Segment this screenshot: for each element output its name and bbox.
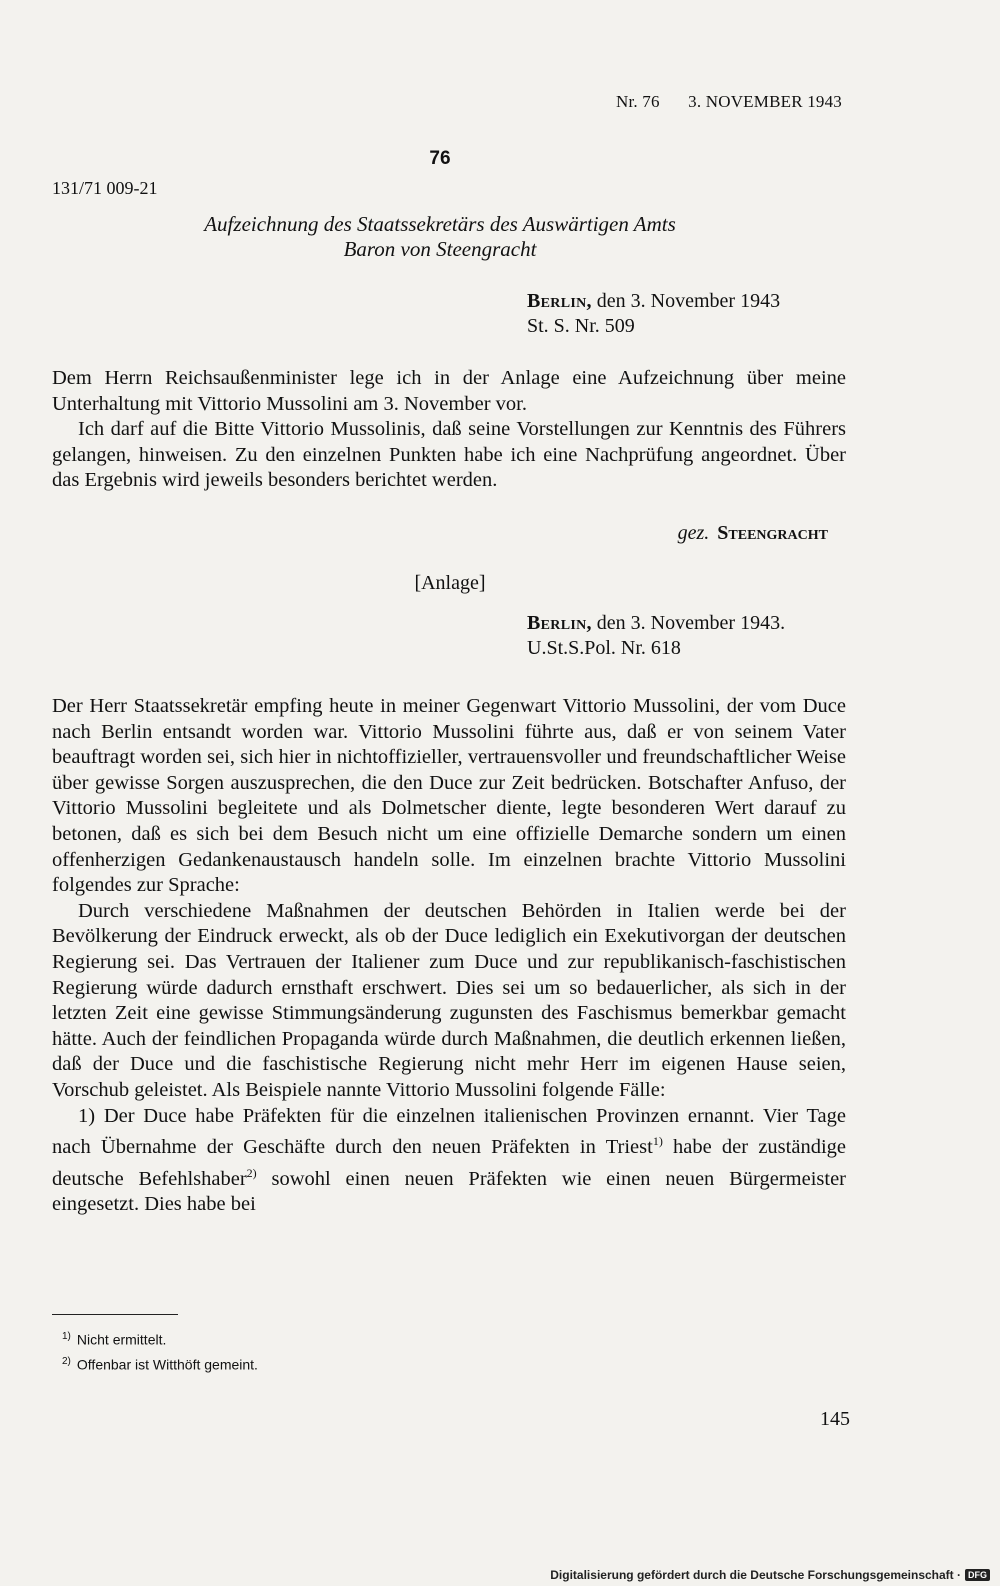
dateline-1-city: Berlin, <box>527 290 592 312</box>
body-section-1 <box>52 366 846 494</box>
dateline-2-city: Berlin, <box>527 612 592 634</box>
paragraph-4: Durch verschiedene Maßnahmen der deutschen Behörden in Italien werde bei der Bevölkerung der Eindruck erweckt, als ob der Duce lediglich ein Exekutivorgan der deutschen Regierung sei. Das Vertrauen der Italiener zum Duce und zur republikanisch-faschistischen Regierung würde dadurch ernsthaft erschwert. Dies sei um so bedauerlicher, als sich in der letzten Zeit eine gewisse Stimmungsänderung zugunsten des Faschismus bemerkbar gemacht hätte. Auch der feindlichen Propaganda würde durch Maßnahmen, die deutlich erkennen ließen, daß der Duce und die faschistische Regierung nicht mehr Herr im eigenen Hause seien, Vorschub geleistet. Als Beispiele nannte Vittorio Mussolini folgende Fälle: <box>52 899 846 1101</box>
digitization-credit <box>550 1568 990 1582</box>
document-heading <box>0 212 880 262</box>
heading-line-2: Baron von Steengracht <box>343 237 537 261</box>
paragraph-3: Der Herr Staatssekretär empfing heute in meiner Gegenwart Vittorio Mussolini, der vom Duce nach Berlin entsandt worden war. Vittorio Mussolini führte aus, daß er von seinem Vater beauftragt worden sei, sich hier in nichtoffizieller, vertrauensvoller und freundschaftlicher Weise über gewisse Sorgen auszusprechen, die den Duce zur Zeit bedrücken. Botschafter Anfuso, der Vittorio Mussolini begleitete und als Dolmetscher diente, legte besonderen Wert darauf zu betonen, daß es sich bei dem Besuch nicht um eine offizielle Demarche sondern um einen offenherzigen Gedankenaustausch handeln solle. Im einzelnen brachte Vittorio Mussolini folgendes zur Sprache: <box>52 695 846 897</box>
footnote-1-mark: 1) <box>62 1331 71 1342</box>
body-section-2 <box>52 694 846 1218</box>
running-head <box>616 92 842 112</box>
footnote-1 <box>62 1326 258 1351</box>
document-number: 76 <box>429 148 451 169</box>
dateline-2-date: den 3. November 1943. <box>596 612 786 634</box>
paragraph-2: Ich darf auf die Bitte Vittorio Mussolinis, daß seine Vorstellungen zur Kenntnis des Führers gelangen, hinweisen. Zu den einzelnen Punkten habe ich eine Nachprüfung angeordnet. Über das Ergebnis wird jeweils besonders berichtet werden. <box>52 418 846 492</box>
footnote-2-mark: 2) <box>62 1355 71 1367</box>
heading-line-1: Aufzeichnung des Staatssekretärs des Auswärtigen Amts <box>204 212 676 236</box>
signature <box>678 522 828 545</box>
footnote-2-text: Offenbar ist Witthöft gemeint. <box>76 1356 258 1373</box>
paragraph-5 <box>52 1104 846 1218</box>
footnotes <box>62 1326 258 1375</box>
dateline-1-date: den 3. November 1943 <box>596 290 781 312</box>
footnote-1-text: Nicht ermittelt. <box>76 1331 167 1348</box>
dateline-1-ref: St. S. Nr. 509 <box>527 315 635 337</box>
paragraph-5-part-1: 1) Der Duce habe Präfekten für die einzelnen italienischen Provinzen ernannt. Vier Tage nach Übernahme der Geschäfte durch den neuen Präfekten in Triest <box>52 1104 846 1158</box>
running-head-doc: Nr. 76 <box>616 92 660 111</box>
file-reference: 131/71 009-21 <box>52 178 158 198</box>
dateline-2 <box>527 611 785 661</box>
attachment-label: [Anlage] <box>414 572 486 594</box>
footnote-ref-1[interactable]: 1) <box>652 1134 663 1149</box>
footnote-ref-2[interactable]: 2) <box>246 1165 257 1180</box>
paragraph-5-part-2: habe der zuständige deutsche Befehlshaber <box>52 1135 846 1190</box>
dateline-1 <box>527 289 780 339</box>
signature-name: Steengracht <box>717 522 828 544</box>
paragraph-1: Dem Herrn Reichsaußenminister lege ich in der Anlage eine Aufzeichnung über meine Unterhaltung mit Vittorio Mussolini am 3. November vor. <box>52 367 846 415</box>
footnote-2 <box>62 1351 258 1376</box>
digitization-credit-text: Digitalisierung gefördert durch die Deutsche Forschungsgemeinschaft · <box>550 1568 961 1582</box>
page-number: 145 <box>820 1408 850 1430</box>
running-head-date: 3. NOVEMBER 1943 <box>688 92 842 111</box>
dateline-2-ref: U.St.S.Pol. Nr. 618 <box>527 637 681 659</box>
footnote-divider <box>52 1314 178 1315</box>
signature-prefix: gez. <box>677 522 710 544</box>
paragraph-5-part-3: sowohl einen neuen Präfekten wie einen neuen Bürgermeister eingesetzt. Dies habe bei <box>52 1167 846 1215</box>
dfg-logo-icon: DFG <box>965 1569 990 1581</box>
